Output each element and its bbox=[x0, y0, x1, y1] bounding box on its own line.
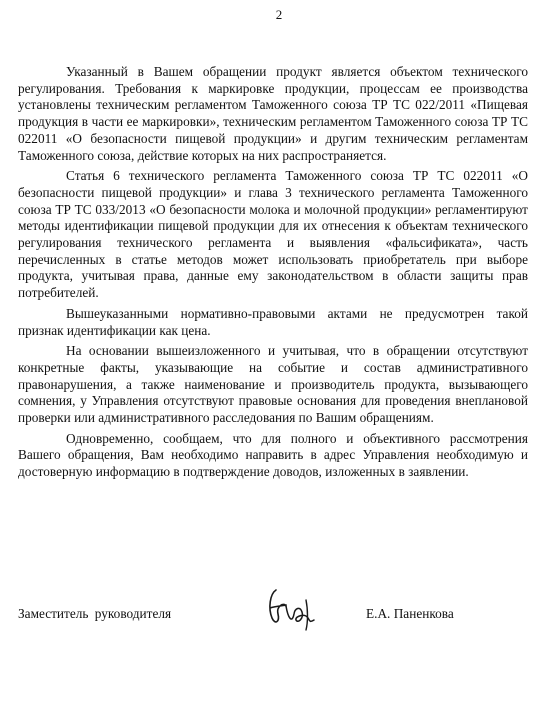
signer-name: Е.А. Паненкова bbox=[366, 606, 454, 621]
paragraph-regulation: Указанный в Вашем обращении продукт является объектом технического регулирования. Требования к маркировке продукции, процессам ее производства установлены техническим регламентом Таможенного союза ТР ТС 022/2011 «Пищевая продукция в части ее маркировки», техническим регламентом Таможенного союза ТР ТС 022011 «О безопасности пищевой продукции» и другим техническим регламентам Таможенного союза, действие которых на них распространяется. bbox=[18, 64, 528, 163]
page-number: 2 bbox=[275, 7, 283, 22]
signer-title: Заместитель руководителя bbox=[18, 606, 172, 621]
paragraph-price-criterion: Вышеуказанными нормативно-правовыми актами не предусмотрен такой признак идентификации как цена. bbox=[18, 305, 528, 338]
handwritten-signature bbox=[262, 584, 342, 634]
signature-block bbox=[18, 606, 538, 656]
paragraph-request-information: Одновременно, сообщаем, что для полного и объективного рассмотрения Вашего обращения, Вам необходимо направить в адрес Управления необходимую и достоверную информацию в подтверждение доводов, изложенных в заявлении. bbox=[18, 430, 528, 480]
paragraph-identification-methods: Статья 6 технического регламента Таможенного союза ТР ТС 022011 «О безопасности пищевой продукции» и глава 3 технического регламента Таможенного союза ТР ТС 033/2013 «О безопасности молока и молочной продукции» регламентируют методы идентификации пищевой продукции для их отнесения к объектам технического регулирования технического регламента и выявления «фальсификата», часть перечисленных в статье методов может использовать приобретатель при выборе продукта, учитывая права, данные ему законодательством в области защиты прав потребителей. bbox=[18, 168, 528, 301]
paragraph-conclusion: На основании вышеизложенного и учитывая, что в обращении отсутствуют конкретные факты, указывающие на событие и состав административного правонарушения, а также наименование и производитель продукта, вызывающего сомнения, у Управления отсутствуют правовые основания для проведения внеплановой проверки или административного расследования по Вашим обращениям. bbox=[18, 343, 528, 426]
letter-body bbox=[18, 64, 528, 485]
